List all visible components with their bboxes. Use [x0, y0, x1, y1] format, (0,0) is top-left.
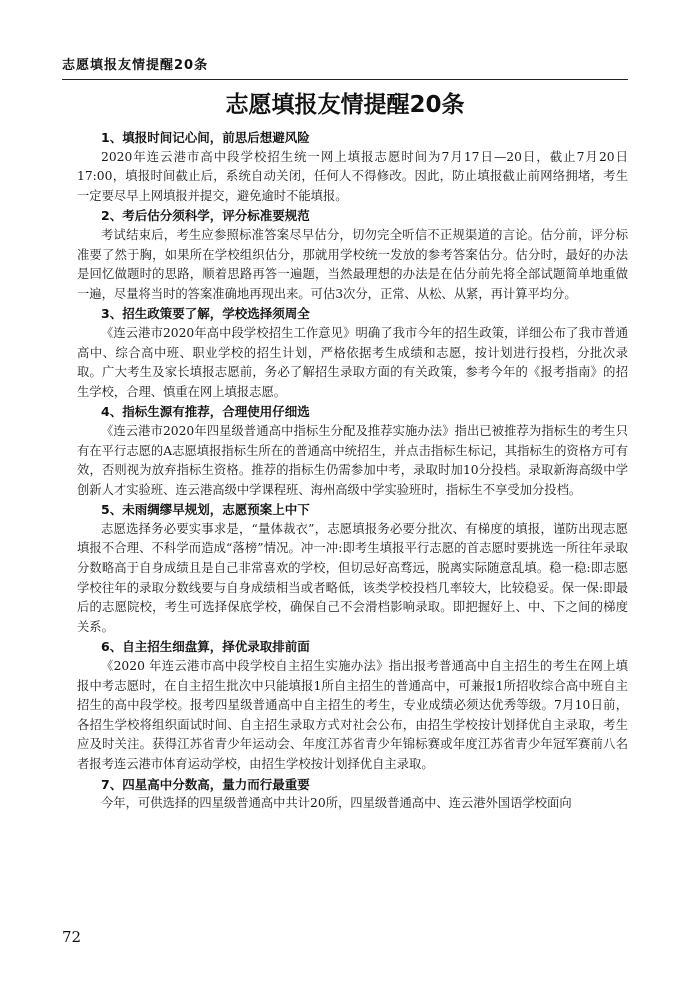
header-divider: [62, 79, 628, 80]
article-title: 志愿填报友情提醒20条: [225, 92, 465, 118]
section-heading: 2、考后估分须科学，评分标准要规范: [101, 208, 310, 224]
section: [77, 402, 628, 500]
section-heading: 6、自主招生细盘算，择优录取排前面: [101, 639, 310, 655]
paragraph: 《连云港市2020年高中段学校招生工作意见》明确了我市今年的招生政策，详细公布了我市普通高中、综合高中班、职业学校的招生计划，严格依据考生成绩和志愿，按计划进行投档，分批次录取。广大考生及家长填报志愿前，务必了解招生录取方面的有关政策，参考今年的《报考指南》的招生学校，合理、慎重在网上填报志愿。: [77, 325, 628, 399]
section-heading: 4、指标生源有推荐，合理使用仔细选: [101, 404, 310, 420]
paragraph: 《2020 年连云港市高中段学校自主招生实施办法》指出报考普通高中自主招生的考生在网上填报中考志愿时，在自主招生批次中只能填报1所自主招生的普通高中，可兼报1所招收综合高中班自主招生的高中段学校。报考四星级普通高中自主招生的考生，专业成绩必须达优秀等级。7月10日前，各招生学校将组织面试时间、自主招生录取方式对社会公布，由招生学校按计划择优自主录取，考生应及时关注。获得江苏省青少年运动会、年度江苏省青少年锦标赛或年度江苏省青少年冠军赛前八名者报考连云港市体育运动学校，由招生学校按计划择优自主录取。: [77, 659, 628, 771]
page-number: 72: [62, 928, 82, 946]
section: [77, 128, 628, 206]
section: [77, 637, 628, 774]
section-heading: 1、填报时间记心间，前思后想避风险: [101, 130, 310, 145]
section: [77, 775, 628, 814]
running-header: 志愿填报友情提醒20条: [62, 58, 209, 73]
paragraph: 今年，可供选择的四星级普通高中共计20所，四星级普通高中、连云港外国语学校面向: [101, 796, 572, 811]
section-heading: 5、未雨绸缪早规划，志愿预案上中下: [101, 502, 310, 518]
paragraph: 2020年连云港市高中段学校招生统一网上填报志愿时间为7月17日—20日，截止7月20日17:00，填报时间截止后，系统自动关闭，任何人不得修改。因此，防止填报截止前网络拥堵，考生一定要尽早上网填报并提交，避免逾时不能填报。: [77, 149, 628, 203]
section: [77, 500, 628, 637]
section-heading: 7、四星高中分数高，量力而行最重要: [101, 776, 310, 792]
section: [77, 304, 628, 402]
article-body: [77, 128, 628, 814]
section-heading: 3、招生政策要了解，学校选择须周全: [101, 306, 310, 322]
paragraph: 志愿选择务必要实事求是，“量体裁衣”，志愿填报务必要分批次、有梯度的填报，谨防出现志愿填报不合理、不科学而造成“落榜”情况。冲一冲:即考生填报平行志愿的首志愿时要挑选一所往年录取分数略高于自身成绩且是自己非常喜欢的学校，但切忌好高骛远，脱离实际随意乱填。稳一稳:即志愿学校往年的录取分数线要与自身成绩相当或者略低，该类学校投档几率较大，比较稳妥。保一保:即最后的志愿院校，考生可选择保底学校，确保自己不会滑档影响录取。即把握好上、中、下之间的梯度关系。: [77, 521, 628, 634]
paragraph: 《连云港市2020年四星级普通高中指标生分配及推荐实施办法》指出已被推荐为指标生的考生只有在平行志愿的A志愿填报指标生所在的普通高中统招生，并点击指标生标记，其指标生的资格方可有效，否则视为放弃指标生资格。推荐的指标生仍需参加中考，录取时加10分投档。录取新海高级中学创新人才实验班、连云港高级中学课程班、海州高级中学实验班时，指标生不享受加分投档。: [77, 423, 628, 497]
paragraph: 考试结束后，考生应参照标准答案尽早估分，切勿完全听信不正规渠道的言论。估分前，评分标准要了然于胸，如果所在学校组织估分，那就用学校统一发放的参考答案估分。估分时，最好的办法是回忆做题时的思路，顺着思路再答一遍题，当然最理想的办法是在估分前先将全部试题简单地重做一遍，尽量将当时的答案准确地再现出来。可估3次分，正常、从松、从紧，再计算平均分。: [77, 227, 628, 301]
section: [77, 206, 628, 304]
